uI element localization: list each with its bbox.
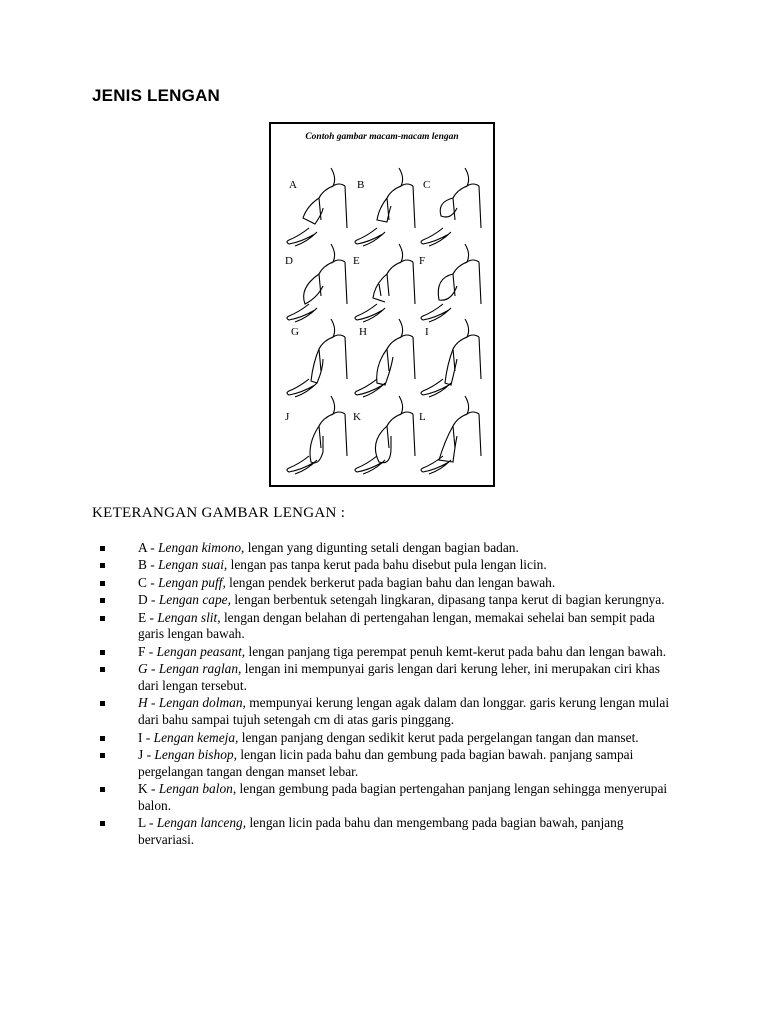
bullet-icon (100, 787, 105, 792)
item-term: Lengan cape, (158, 592, 231, 608)
item-code: E (138, 609, 147, 625)
sleeve-drawings (271, 124, 493, 485)
item-term: Lengan peasant, (156, 643, 246, 659)
item-code: F (138, 643, 146, 659)
item-code: C (138, 574, 147, 590)
item-sep: - (147, 695, 159, 711)
sleeve-letter-label: F (419, 255, 426, 267)
list-item (98, 695, 678, 729)
section-heading: KETERANGAN GAMBAR LENGAN : (92, 505, 346, 521)
item-code: H (138, 695, 148, 711)
sleeve-letter-label: J (285, 411, 290, 423)
sleeve-letter-label: B (357, 179, 365, 191)
item-code: J (138, 746, 144, 762)
list-item (98, 730, 678, 747)
item-code: K (138, 781, 148, 797)
item-sep: - (145, 643, 157, 659)
bullet-icon (100, 546, 105, 551)
sleeve-letter-label: E (353, 255, 360, 267)
bullet-icon (100, 736, 105, 741)
bullet-icon (100, 563, 105, 568)
sleeve-letter-label: L (419, 411, 426, 423)
item-code: I (138, 729, 143, 745)
list-item (98, 557, 678, 574)
list-item (98, 610, 678, 644)
sleeve-letter-label: I (425, 326, 429, 338)
item-term: Lengan suai, (158, 557, 228, 573)
item-sep: - (146, 540, 159, 555)
item-text: lengan panjang dengan sedikit kerut pada pergelangan tangan dan manset. (238, 729, 639, 745)
bullet-icon (100, 821, 105, 826)
item-term: Lengan dolman, (158, 695, 246, 711)
item-term: Lengan raglan, (158, 661, 242, 677)
sleeve-letter-label: G (291, 326, 299, 338)
item-sep: - (146, 574, 159, 590)
list-item (98, 661, 678, 695)
sleeve-figure-e (355, 244, 415, 322)
list-item (98, 747, 678, 781)
item-text: lengan pas tanpa kerut pada bahu disebut pula lengan licin. (227, 557, 547, 573)
bullet-icon (100, 581, 105, 586)
list-item (98, 644, 678, 661)
list-item (98, 575, 678, 592)
item-code: G (138, 661, 148, 677)
bullet-icon (100, 667, 105, 672)
sleeve-figure-d (287, 244, 347, 322)
item-term: Lengan puff, (158, 574, 226, 590)
sleeve-letter-label: H (359, 326, 367, 338)
item-code: B (138, 557, 147, 573)
item-sep: - (145, 815, 157, 831)
bullet-icon (100, 598, 105, 603)
sleeve-letter-label: K (353, 411, 361, 423)
item-sep: - (147, 781, 159, 797)
bullet-icon (100, 701, 105, 706)
item-text: lengan licin pada bahu dan mengembang pada bagian bawah, panjang bervariasi. (138, 815, 624, 848)
bullet-icon (100, 753, 105, 758)
item-text: , lengan yang digunting setali dengan bagian badan. (241, 540, 519, 555)
item-sep: - (142, 729, 154, 745)
bullet-icon (100, 650, 105, 655)
item-text: , lengan gembung pada bagian pertengahan panjang lengan sehingga menyerupai balon. (138, 781, 668, 813)
item-code: L (138, 815, 146, 831)
sleeve-letter-label: A (289, 179, 297, 191)
item-term: Lengan lanceng, (156, 815, 247, 831)
item-sep: - (147, 661, 159, 677)
item-text: lengan berbentuk setengah lingkaran, dipasang tanpa kerut di bagian kerungnya. (230, 592, 665, 608)
sleeve-figure-f (421, 244, 481, 322)
sleeve-description-list (98, 540, 678, 849)
page-title: JENIS LENGAN (92, 86, 221, 105)
item-code: D (138, 592, 148, 608)
sleeve-figure-k (355, 396, 415, 474)
sleeve-figure-i (421, 319, 481, 397)
list-item (98, 592, 678, 609)
item-sep: - (146, 557, 159, 573)
item-code: A (138, 540, 147, 555)
sleeve-figure-j (287, 396, 347, 474)
sleeve-letter-label: D (285, 255, 293, 267)
item-term: Lengan bishop, (154, 746, 237, 762)
item-term: Lengan slit, (157, 609, 221, 625)
list-item (98, 540, 678, 557)
sleeve-figure-l (421, 396, 481, 474)
item-text: lengan dengan belahan di pertengahan lengan, memakai sehelai ban sempit pada garis lengan bawah. (138, 609, 655, 642)
item-term: Lengan kemeja, (153, 729, 239, 745)
item-term: Lengan kimono (158, 540, 242, 555)
sleeve-illustration (269, 122, 495, 487)
figure-caption: Contoh gambar macam-macam lengan (305, 132, 459, 142)
item-sep: - (147, 592, 159, 608)
list-item (98, 781, 678, 815)
sleeve-letter-label: C (423, 179, 431, 191)
item-text: mempunyai kerung lengan agak dalam dan longgar. garis kerung lengan mulai dari bahu sampai tujuh setengah cm di atas garis pinggang. (138, 695, 670, 728)
item-text: lengan licin pada bahu dan gembung pada bagian bawah. panjang sampai pergelangan tangan dengan manset lebar. (138, 746, 634, 779)
list-item (98, 815, 678, 849)
item-sep: - (146, 609, 158, 625)
item-term: Lengan balon (158, 781, 233, 797)
item-text: lengan pendek berkerut pada bagian bahu dan lengan bawah. (225, 574, 556, 590)
item-sep: - (143, 746, 155, 762)
item-text: lengan panjang tiga perempat penuh kemt-kerut pada bahu dan lengan bawah. (245, 643, 667, 659)
bullet-icon (100, 616, 105, 621)
item-text: lengan ini mempunyai garis lengan dari kerung leher, ini merupakan ciri khas dari lengan tersebut. (138, 661, 660, 693)
